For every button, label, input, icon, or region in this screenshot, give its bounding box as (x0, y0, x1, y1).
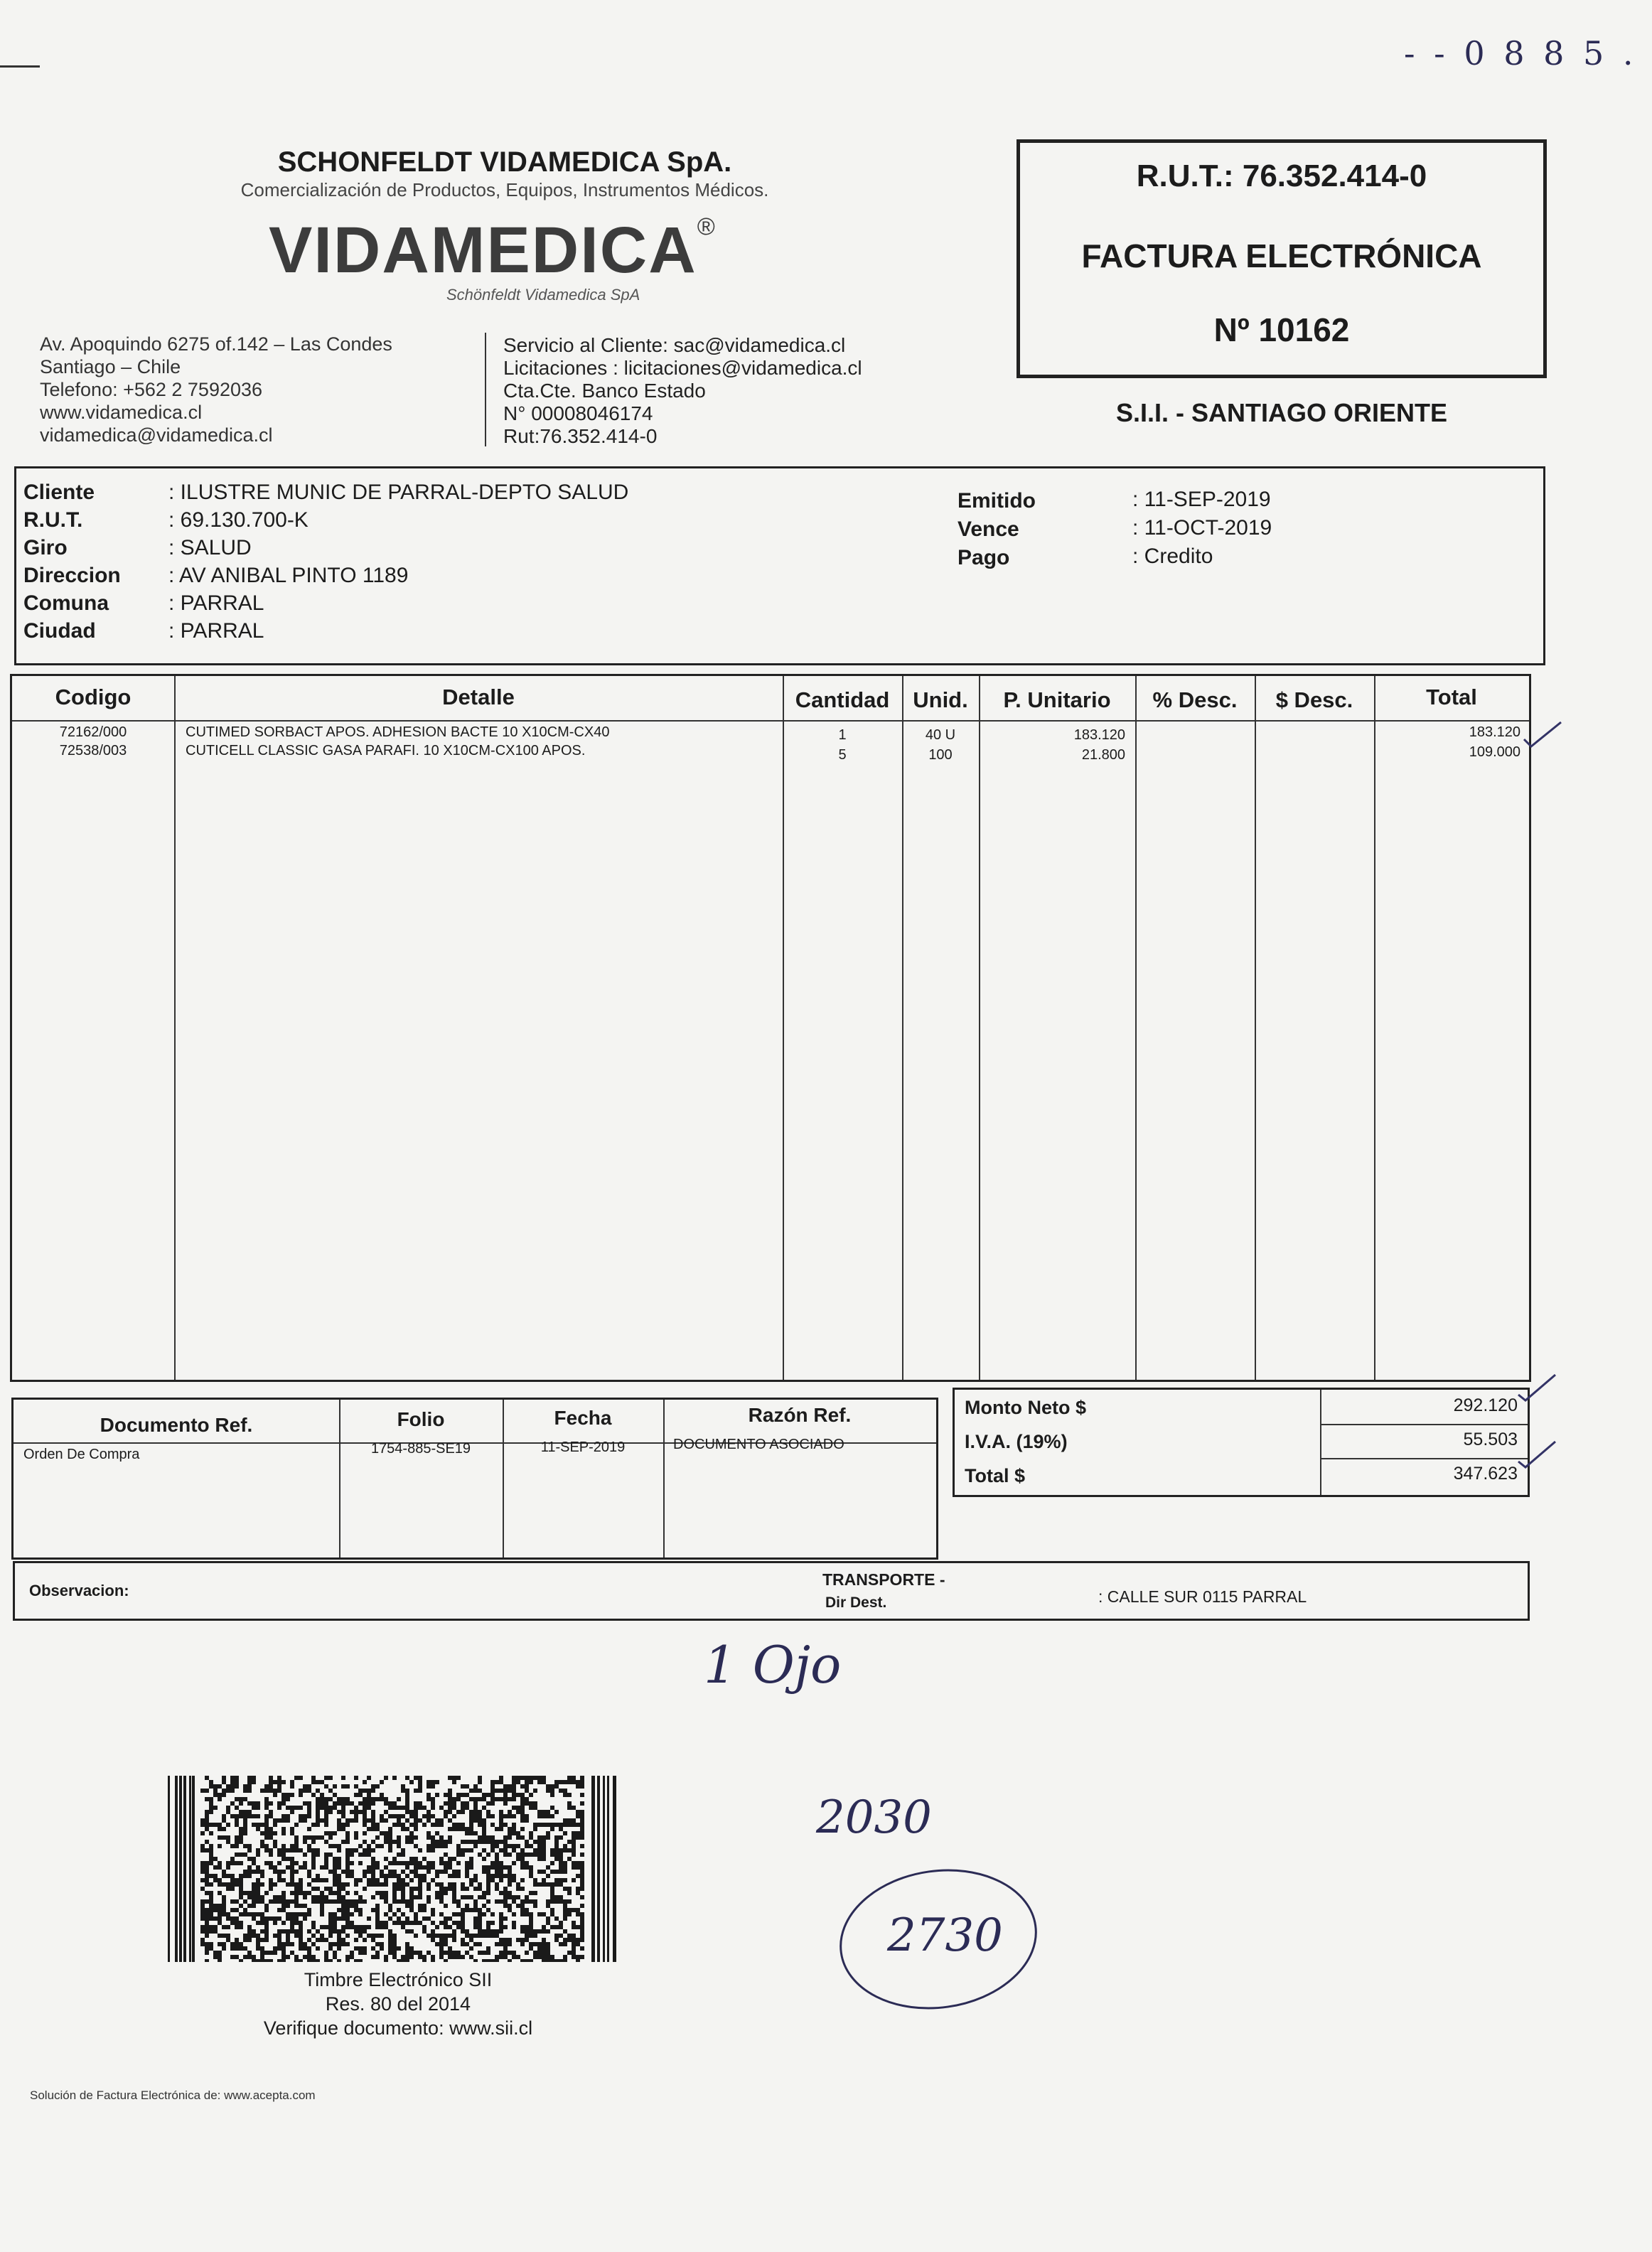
total-label: Total $ (965, 1465, 1026, 1486)
address-line: www.vidamedica.cl (40, 402, 203, 423)
ref-header: Documento Ref. (100, 1414, 253, 1436)
total-label: Monto Neto $ (965, 1397, 1086, 1418)
handwritten-circled-number: 2730 (887, 1909, 1003, 1962)
client-label: Cliente (23, 481, 95, 504)
date-label: Emitido (958, 489, 1036, 513)
column-header: Codigo (55, 685, 132, 709)
address-line: Telefono: +562 2 7592036 (40, 379, 263, 400)
handwritten-note: 1 Ojo (704, 1635, 842, 1695)
item-detail: CUTICELL CLASSIC GASA PARAFI. 10 X10CM-CX100 APOS. (186, 743, 586, 758)
column-header: $ Desc. (1275, 687, 1353, 712)
header-divider (485, 333, 486, 446)
document-box (1017, 139, 1547, 378)
column-header: Total (1426, 685, 1477, 709)
column-header: Detalle (442, 685, 515, 709)
client-value: : 69.130.700-K (168, 508, 309, 532)
reference-table (11, 1398, 938, 1560)
observation-box (13, 1561, 1530, 1621)
contact-line: Rut:76.352.414-0 (503, 425, 658, 447)
item-code: 72538/003 (59, 743, 127, 758)
item-unit: 40 U (925, 727, 956, 743)
column-header: Cantidad (795, 687, 890, 712)
row-line (1320, 1424, 1528, 1425)
ref-header: Fecha (554, 1407, 612, 1429)
item-code: 72162/000 (59, 724, 127, 740)
doc-rut: R.U.T.: 76.352.414-0 (1136, 159, 1427, 193)
stamp-line: Timbre Electrónico SII (304, 1969, 493, 1990)
client-value: : PARRAL (168, 591, 264, 615)
registered-mark: ® (697, 213, 717, 240)
column-header: % Desc. (1152, 687, 1238, 712)
client-value: : AV ANIBAL PINTO 1189 (168, 564, 409, 587)
ref-reason: DOCUMENTO ASOCIADO (673, 1437, 844, 1452)
client-label: Ciudad (23, 619, 96, 643)
item-unit: 100 (928, 747, 953, 763)
logo-subtitle: Schönfeldt Vidamedica SpA (446, 286, 640, 304)
column-line (902, 676, 903, 1380)
total-value: 55.503 (1463, 1430, 1518, 1449)
check-mark-icon (1521, 718, 1564, 754)
date-labels (958, 487, 1036, 572)
edge-mark (0, 65, 40, 68)
item-quantity: 5 (838, 747, 847, 763)
check-mark-icon (1516, 1371, 1558, 1406)
contact-line: Licitaciones : licitaciones@vidamedica.cl (503, 357, 862, 379)
item-total: 109.000 (1469, 744, 1520, 760)
doc-type: FACTURA ELECTRÓNICA (1081, 237, 1482, 274)
item-total: 183.120 (1469, 724, 1520, 740)
destination-label: Dir Dest. (825, 1594, 887, 1611)
handwritten-folio: - - 0 8 8 5 . (1404, 34, 1638, 73)
total-label: I.V.A. (19%) (965, 1431, 1068, 1452)
column-line (1374, 676, 1375, 1380)
total-value: 347.623 (1453, 1464, 1518, 1484)
transport-label: TRANSPORTE - (822, 1570, 945, 1589)
date-value: : 11-SEP-2019 (1132, 488, 1271, 511)
destination-address: : CALLE SUR 0115 PARRAL (1098, 1587, 1307, 1606)
contact-line: Servicio al Cliente: sac@vidamedica.cl (503, 334, 846, 356)
ref-folio: 1754-885-SE19 (370, 1441, 471, 1457)
item-quantity: 1 (838, 727, 847, 743)
client-value: : PARRAL (168, 619, 264, 643)
company-contact (503, 334, 862, 448)
electronic-stamp-barcode (168, 1776, 617, 1962)
company-tagline: Comercialización de Productos, Equipos, Instrumentos Médicos. (240, 179, 769, 200)
ref-date: 11-SEP-2019 (540, 1439, 626, 1455)
totals-box (953, 1388, 1530, 1497)
column-line (1135, 676, 1137, 1380)
items-table (10, 674, 1531, 1382)
doc-sii-office: S.I.I. - SANTIAGO ORIENTE (1115, 398, 1448, 427)
date-label: Vence (958, 518, 1019, 541)
footer-credit: Solución de Factura Electrónica de: www.acepta.com (30, 2089, 316, 2102)
address-line: Av. Apoquindo 6275 of.142 – Las Condes (40, 333, 392, 355)
observation-label: Observacion: (29, 1582, 129, 1599)
ref-header: Folio (397, 1408, 445, 1430)
date-label: Pago (958, 546, 1010, 569)
contact-line: N° 00008046174 (503, 402, 653, 424)
handwritten-number: 2030 (816, 1791, 932, 1844)
stamp-line: Res. 80 del 2014 (325, 1993, 471, 2015)
total-value: 292.120 (1453, 1395, 1518, 1415)
client-labels (23, 478, 121, 645)
client-values (168, 478, 628, 645)
address-line: vidamedica@vidamedica.cl (40, 424, 273, 446)
column-header: P. Unitario (1003, 687, 1111, 712)
logo-text: VIDAMEDICA (269, 214, 697, 286)
column-line (1255, 676, 1256, 1380)
date-value: : 11-OCT-2019 (1132, 516, 1272, 540)
company-logo (269, 213, 717, 288)
check-mark-icon (1516, 1437, 1558, 1473)
contact-line: Cta.Cte. Banco Estado (503, 380, 706, 402)
column-line (783, 676, 784, 1380)
client-box (14, 466, 1545, 665)
date-values (1132, 486, 1272, 571)
item-unit-price: 21.800 (1081, 747, 1125, 763)
stamp-text (199, 1968, 597, 2040)
item-detail: CUTIMED SORBACT APOS. ADHESION BACTE 10 X10CM-CX40 (186, 724, 610, 740)
column-line (174, 676, 176, 1380)
date-value: : Credito (1132, 545, 1213, 568)
column-header: Unid. (913, 687, 968, 712)
doc-number: Nº 10162 (1213, 311, 1350, 348)
address-line: Santiago – Chile (40, 356, 181, 377)
item-unit-price: 183.120 (1073, 727, 1125, 743)
header-divider (12, 720, 1529, 722)
client-label: Giro (23, 536, 68, 559)
client-label: Comuna (23, 591, 109, 615)
stamp-line[interactable]: Verifique documento: www.sii.cl (263, 2017, 533, 2039)
company-name: SCHONFELDT VIDAMEDICA SpA. (277, 146, 732, 178)
client-value: : SALUD (168, 536, 252, 559)
row-line (1320, 1458, 1528, 1459)
client-label: Direccion (23, 564, 121, 587)
client-value: : ILUSTRE MUNIC DE PARRAL-DEPTO SALUD (168, 481, 629, 504)
ref-header: Razón Ref. (748, 1404, 852, 1426)
ref-document: Orden De Compra (23, 1447, 140, 1462)
client-label: R.U.T. (23, 508, 83, 532)
company-address (40, 333, 392, 446)
column-line (979, 676, 980, 1380)
